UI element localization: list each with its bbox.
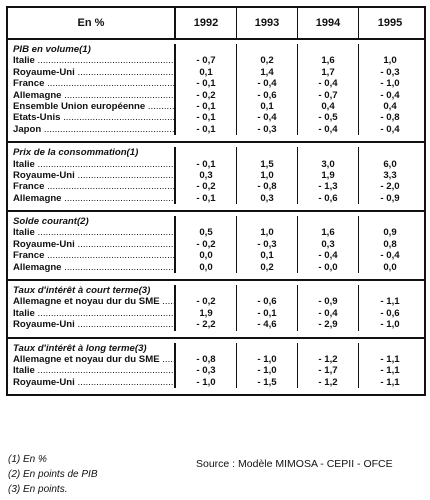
row-label-text: Italie [13,365,35,377]
empty-cell [359,147,421,158]
row-label [8,159,176,170]
row-label-text: Italie [13,55,35,67]
row-label [8,170,176,181]
value-cell: 3,3 [383,169,397,181]
table-row [8,101,424,112]
empty-cell [359,44,421,55]
value-cell: - 2,0 [380,181,400,193]
value-cell: - 0,4 [298,308,359,319]
row-label-text: Ensemble Union européenne [13,100,146,112]
value-cell: - 1,1 [380,296,400,308]
value-cell: - 1,0 [380,319,400,331]
empty-cell [237,343,298,354]
table-row [8,308,424,319]
footnote: (2) En points de PIB [8,469,98,480]
row-label-text: Royaume-Uni [13,238,75,250]
value-cell: - 0,1 [176,101,237,112]
table-row [8,239,424,250]
table-header [8,8,424,40]
empty-cell [298,343,359,354]
row-label-text: Royaume-Uni [13,169,75,181]
value-cell: 1,7 [298,67,359,78]
row-label-text: Royaume-Uni [13,319,75,331]
section-title-row [8,285,424,296]
empty-cell [359,285,421,296]
row-label [8,354,176,365]
row-label [8,67,176,78]
table-section [8,143,424,212]
row-label-text: Japon [13,123,42,135]
value-cell: - 0,4 [380,123,400,135]
section-title-row [8,216,424,227]
row-label [8,124,176,135]
value-cell: - 2,9 [298,319,359,330]
value-cell: 0,5 [176,227,237,238]
value-cell: - 0,7 [298,90,359,101]
value-cell: - 1,0 [380,78,400,90]
value-cell: - 0,4 [298,250,359,261]
table-body [8,40,424,394]
table-row [8,78,424,89]
footnotes [8,452,98,497]
value-cell: - 0,9 [298,296,359,307]
section-title-row [8,343,424,354]
year-header: 1992 [176,8,237,38]
row-label [8,365,176,376]
value-cell: - 1,5 [237,377,298,388]
value-cell: - 0,1 [237,308,298,319]
value-cell: - 1,0 [176,377,237,388]
section-title: Solde courant(2) [8,216,176,227]
row-label [8,308,176,319]
value-cell: - 0,2 [176,296,237,307]
row-label-text: Italie [13,227,35,239]
section-title: Prix de la consommation(1) [8,147,176,158]
value-cell: 0,1 [176,67,237,78]
value-cell: - 0,2 [176,181,237,192]
row-label-text: Etats-Unis [13,112,61,124]
empty-cell [176,343,237,354]
value-cell: - 1,1 [380,376,400,388]
row-label-text: Italie [13,307,35,319]
row-label [8,193,176,204]
empty-cell [298,285,359,296]
empty-cell [298,216,359,227]
value-cell: - 1,2 [298,377,359,388]
value-cell: 0,2 [237,262,298,273]
value-cell: - 0,3 [380,66,400,78]
row-label-text: Allemagne [13,261,62,273]
value-cell: - 0,1 [176,124,237,135]
table-row [8,67,424,78]
empty-cell [298,44,359,55]
value-cell: - 0,5 [298,112,359,123]
value-cell: 1,5 [237,159,298,170]
value-cell: 1,9 [176,308,237,319]
table-row [8,181,424,192]
empty-cell [176,285,237,296]
section-title: Taux d'intérêt à court terme(3) [8,285,176,296]
value-cell: - 0,3 [237,124,298,135]
row-label [8,296,176,307]
year-header: 1995 [377,17,403,29]
section-title-row [8,44,424,55]
value-cell: - 0,1 [176,78,237,89]
value-cell: 0,1 [237,101,298,112]
empty-cell [176,216,237,227]
value-cell: 1,0 [237,170,298,181]
value-cell: - 1,1 [380,365,400,377]
year-header: 1994 [298,8,359,38]
section-title-row [8,147,424,158]
value-cell: - 0,1 [176,193,237,204]
table-section [8,281,424,339]
empty-cell [237,44,298,55]
value-cell: - 4,6 [237,319,298,330]
table-row [8,262,424,273]
row-label [8,262,176,273]
value-cell: - 0,8 [176,354,237,365]
footnote: (1) En % [8,454,47,465]
row-label-text: Allemagne et noyau dur du SME [13,296,160,308]
row-label-text: France [13,250,45,262]
table-row [8,296,424,307]
value-cell: 1,0 [237,227,298,238]
empty-cell [298,147,359,158]
value-cell: - 0,1 [176,159,237,170]
table-row [8,55,424,66]
value-cell: - 0,4 [380,89,400,101]
row-label [8,227,176,238]
value-cell: 6,0 [383,158,397,170]
row-label [8,377,176,388]
source-note: Source : Modèle MIMOSA - CEPII - OFCE [196,458,393,470]
value-cell: 1,4 [237,67,298,78]
row-label-text: Allemagne et noyau dur du SME [13,353,160,365]
value-cell: 0,1 [237,250,298,261]
table-row [8,159,424,170]
unit-header: En % [8,8,176,38]
row-label-text: Allemagne [13,89,62,101]
value-cell: - 1,1 [380,353,400,365]
value-cell: - 0,2 [176,90,237,101]
table-row [8,377,424,388]
value-cell: - 0,8 [380,112,400,124]
row-label-text: France [13,78,45,90]
table-row [8,250,424,261]
table-section [8,212,424,281]
table-row [8,354,424,365]
value-cell: - 0,6 [380,307,400,319]
empty-cell [237,216,298,227]
value-cell: 0,3 [237,193,298,204]
table-row [8,90,424,101]
table-section [8,339,424,395]
table-row [8,170,424,181]
value-cell: 1,6 [298,227,359,238]
value-cell: - 0,6 [237,90,298,101]
value-cell: 0,9 [383,227,397,239]
value-cell: - 0,0 [298,262,359,273]
year-header: 1993 [237,8,298,38]
table-row [8,193,424,204]
row-label [8,78,176,89]
value-cell: - 0,8 [237,181,298,192]
table-row [8,112,424,123]
table-row [8,365,424,376]
empty-cell [176,147,237,158]
table-row [8,124,424,135]
row-label [8,319,176,330]
row-label [8,90,176,101]
empty-cell [176,44,237,55]
empty-cell [237,285,298,296]
value-cell: 0,3 [298,239,359,250]
value-cell: - 1,0 [237,354,298,365]
value-cell: 1,0 [383,55,397,67]
table-row [8,319,424,330]
value-cell: - 0,1 [176,112,237,123]
table-section [8,40,424,143]
row-label [8,250,176,261]
value-cell: 1,6 [298,55,359,66]
row-label-text: Royaume-Uni [13,66,75,78]
footnote: (3) En points. [8,484,68,495]
row-label [8,181,176,192]
value-cell: - 2,2 [176,319,237,330]
value-cell: - 1,3 [298,181,359,192]
value-cell: - 0,4 [298,124,359,135]
value-cell: 0,8 [383,238,397,250]
row-label [8,112,176,123]
table-row [8,227,424,238]
value-cell: - 0,3 [176,365,237,376]
value-cell: - 0,7 [176,55,237,66]
empty-cell [237,147,298,158]
empty-cell [359,343,421,354]
value-cell: - 0,4 [237,112,298,123]
results-table [6,6,426,396]
value-cell: 3,0 [298,159,359,170]
value-cell: - 0,6 [237,296,298,307]
row-label [8,101,176,112]
value-cell: 0,2 [237,55,298,66]
value-cell: 0,3 [176,170,237,181]
value-cell: - 0,3 [237,239,298,250]
value-cell: - 1,7 [298,365,359,376]
value-cell: - 0,4 [380,250,400,262]
value-cell: 0,4 [298,101,359,112]
row-label-text: France [13,181,45,193]
value-cell: 0,0 [176,250,237,261]
value-cell: - 0,2 [176,239,237,250]
row-label [8,239,176,250]
value-cell: - 1,0 [237,365,298,376]
value-cell: - 0,4 [237,78,298,89]
section-title: PIB en volume(1) [8,44,176,55]
value-cell: 0,0 [176,262,237,273]
section-title: Taux d'intérêt à long terme(3) [8,343,176,354]
value-cell: 1,9 [298,170,359,181]
value-cell: - 0,6 [298,193,359,204]
value-cell: - 0,4 [298,78,359,89]
row-label [8,55,176,66]
row-label-text: Allemagne [13,192,62,204]
value-cell: - 0,9 [380,192,400,204]
value-cell: 0,0 [383,261,397,273]
empty-cell [359,216,421,227]
value-cell: - 1,2 [298,354,359,365]
row-label-text: Italie [13,158,35,170]
row-label-text: Royaume-Uni [13,376,75,388]
value-cell: 0,4 [383,100,397,112]
